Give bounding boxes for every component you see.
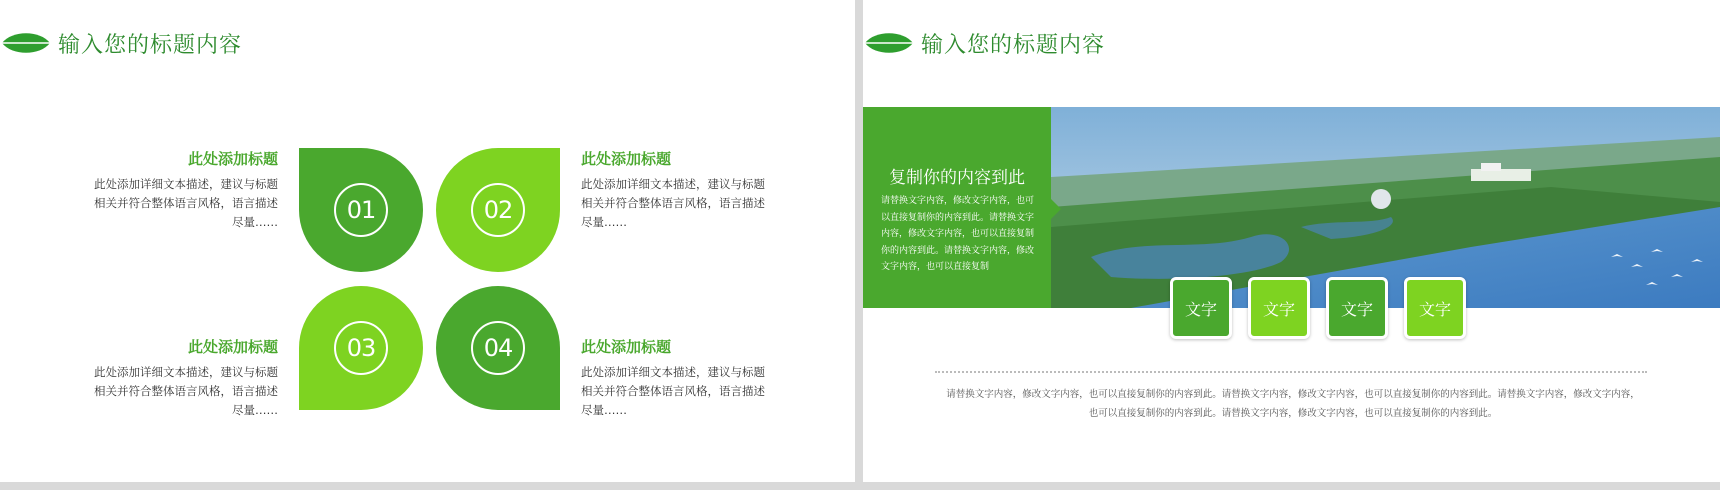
petal-04: [436, 286, 560, 410]
title-row: [0, 26, 242, 60]
title-row: [863, 26, 1105, 60]
text-button-1[interactable]: 文字: [1170, 277, 1232, 339]
text-button-4[interactable]: 文字: [1404, 277, 1466, 339]
bottom-text: 请替换文字内容，修改文字内容，也可以直接复制你的内容到此。请替换文字内容，修改文字内容，也可以直接复制你的内容到此。请替换文字内容，修改文字内容，也可以直接复制你的内容到此。请替换文字内容，修改文字内容，也可以直接复制你的内容到此。: [946, 389, 1640, 419]
item-1-info: [88, 148, 278, 232]
page-title: 输入您的标题内容: [58, 32, 243, 58]
item-2-info: [581, 148, 771, 232]
item-heading: 此处添加标题: [187, 150, 278, 168]
slide-right: [863, 0, 1720, 482]
number-badge: 04: [471, 321, 525, 375]
petal-01: [299, 148, 423, 272]
number-badge: 03: [334, 321, 388, 375]
dotted-divider: [935, 371, 1647, 373]
panel-title: 复制你的内容到此: [889, 168, 1025, 188]
item-description: 此处添加详细文本描述，建议与标题相关并符合整体语言风格，语言描述尽量……: [94, 365, 278, 417]
petal-03: [299, 286, 423, 410]
text-panel: [863, 107, 1051, 308]
petal-02: [436, 148, 560, 272]
item-heading: 此处添加标题: [581, 150, 672, 168]
text-button-3[interactable]: 文字: [1326, 277, 1388, 339]
number-badge: 02: [471, 183, 525, 237]
leaf-icon: [863, 28, 915, 58]
text-button-2[interactable]: 文字: [1248, 277, 1310, 339]
item-description: 此处添加详细文本描述，建议与标题相关并符合整体语言风格，语言描述尽量……: [581, 177, 765, 229]
item-4-info: [581, 336, 771, 420]
slide-left: [0, 0, 855, 482]
panel-text: 请替换文字内容，修改文字内容，也可以直接复制你的内容到此。请替换文字内容，修改文字内容，也可以直接复制你的内容到此。请替换文字内容，修改文字内容，也可以直接复制: [881, 196, 1035, 272]
leaf-icon: [0, 28, 52, 58]
page-title: 输入您的标题内容: [921, 32, 1106, 58]
number-badge: 01: [334, 183, 388, 237]
item-description: 此处添加详细文本描述，建议与标题相关并符合整体语言风格，语言描述尽量……: [94, 177, 278, 229]
panel-arrow: [1051, 199, 1061, 219]
item-3-info: [88, 336, 278, 420]
item-heading: 此处添加标题: [581, 338, 672, 356]
item-heading: 此处添加标题: [187, 338, 278, 356]
item-description: 此处添加详细文本描述，建议与标题相关并符合整体语言风格，语言描述尽量……: [581, 365, 765, 417]
